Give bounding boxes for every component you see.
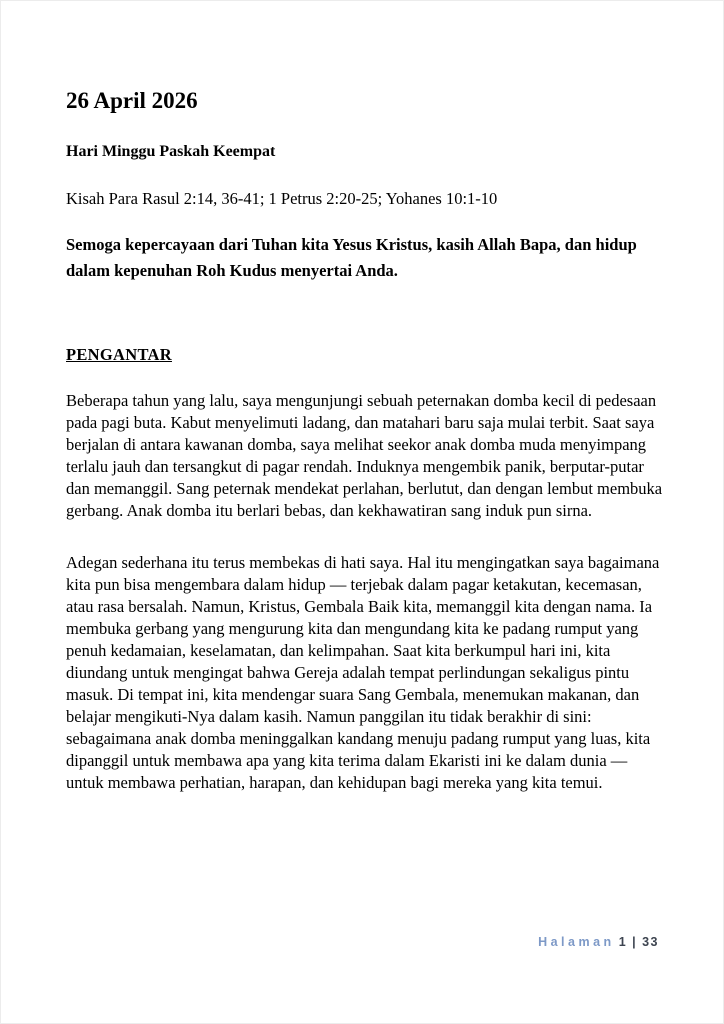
document-content [66, 1, 663, 794]
feast-title: Hari Minggu Paskah Keempat [66, 143, 276, 160]
paragraph-1: Beberapa tahun yang lalu, saya mengunjungi sebuah peternakan domba kecil di pedesaan pada pagi buta. Kabut menyelimuti ladang, dan matahari baru saja mulai terbit. Saat saya berjalan di antara kawanan domba, saya melihat seekor anak domba muda menyimpang terlalu jauh dan tersangkut di pagar rendah. Induknya mengembik panik, berputar-putar dan memanggil. Sang peternak mendekat perlahan, berlutut, dan dengan lembut membuka gerbang. Anak domba itu berlari bebas, dan kekhawatiran sang induk pun sirna. [66, 391, 663, 520]
paragraph-2: Adegan sederhana itu terus membekas di hati saya. Hal itu mengingatkan saya bagaimana kita pun bisa mengembara dalam hidup — terjebak dalam pagar ketakutan, kecemasan, atau rasa bersalah. Namun, Kristus, Gembala Baik kita, memanggil kita dengan nama. Ia membuka gerbang yang mengurung kita dan mengundang kita ke padang rumput yang penuh kedamaian, keselamatan, dan kelimpahan. Saat kita berkumpul hari ini, kita diundang untuk mengingat bahwa Gereja adalah tempat perlindungan sekaligus pintu masuk. Di tempat ini, kita mendengar suara Sang Gembala, menemukan makanan, dan belajar mengikuti-Nya dalam kasih. Namun panggilan itu tidak berakhir di sini: sebagaimana anak domba meninggalkan kandang menuju padang rumput yang luas, kita dipanggil untuk membawa apa yang kita terima dalam Ekaristi ini ke dalam dunia — untuk membawa perhatian, harapan, dan kehidupan bagi mereka yang kita temui. [66, 553, 660, 792]
section-heading-pengantar: PENGANTAR [66, 345, 172, 364]
opening-blessing-text: Semoga kepercayaan dari Tuhan kita Yesus Kristus, kasih Allah Bapa, dan hidup dalam kepenuhan Roh Kudus menyertai Anda. [66, 235, 637, 280]
footer-page-label: Halaman [538, 935, 615, 949]
page-footer [538, 934, 659, 950]
scripture-readings-line: Kisah Para Rasul 2:14, 36-41; 1 Petrus 2:20-25; Yohanes 10:1-10 [66, 189, 498, 208]
footer-page-number: 1 | 33 [618, 935, 659, 949]
date-heading: 26 April 2026 [66, 88, 198, 113]
